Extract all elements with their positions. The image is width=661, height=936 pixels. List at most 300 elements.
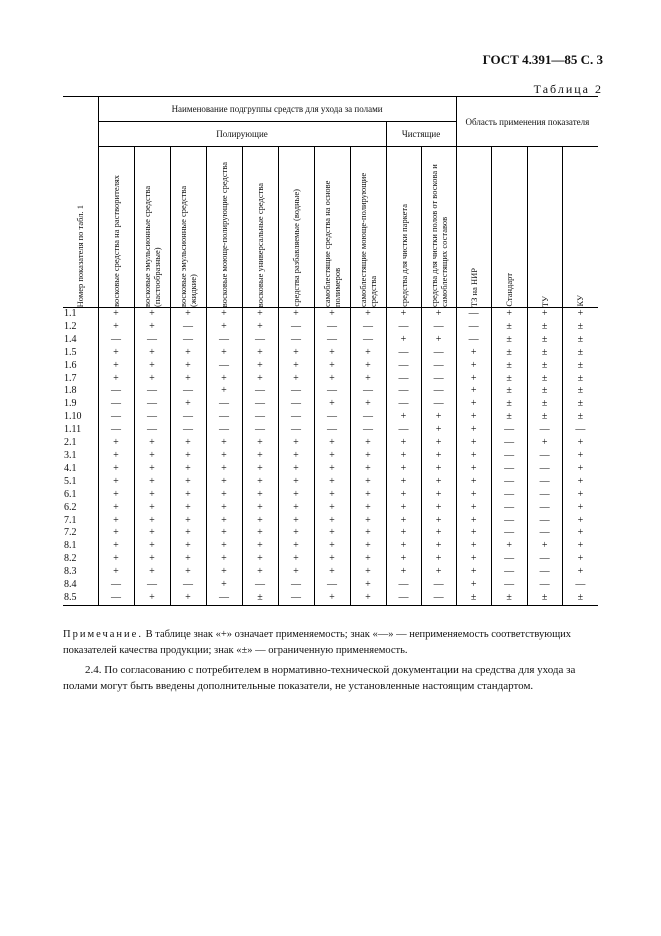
table-cell: +: [350, 308, 386, 321]
table-cell: +: [170, 373, 206, 386]
table-cell: +: [456, 398, 491, 411]
table-cell: +: [98, 502, 134, 515]
table-cell: +: [456, 579, 491, 592]
table-cell: —: [134, 424, 170, 437]
row-number: 1.7: [64, 372, 77, 384]
table-row: [63, 476, 598, 489]
table-cell: —: [386, 347, 421, 360]
table-row: [63, 579, 598, 592]
table-cell: +: [278, 476, 314, 489]
table-cell: ±: [491, 398, 527, 411]
table-cell: +: [491, 308, 527, 321]
table-cell: +: [134, 515, 170, 528]
row-number: 7.2: [64, 527, 77, 539]
table-cell: +: [456, 476, 491, 489]
table-cell: +: [350, 398, 386, 411]
table-cell: +: [456, 347, 491, 360]
column-header: средства для чистки паркета: [386, 147, 421, 308]
table-cell: —: [527, 553, 562, 566]
table-cell: +: [170, 502, 206, 515]
table-cell: +: [314, 373, 350, 386]
table-cell: —: [386, 360, 421, 373]
table-cell: —: [491, 424, 527, 437]
table-cell: +: [456, 373, 491, 386]
table-cell: —: [527, 463, 562, 476]
table-cell: +: [206, 502, 242, 515]
table-label: Таблица 2: [533, 82, 603, 96]
table-cell: —: [491, 553, 527, 566]
table-cell: +: [98, 540, 134, 553]
row-number: 1.5: [64, 346, 77, 358]
column-header: ТЗ на НИР: [456, 147, 491, 308]
table-cell: —: [350, 334, 386, 347]
table-cell: +: [456, 489, 491, 502]
table-row: [63, 411, 598, 424]
table-cell: —: [170, 424, 206, 437]
table-cell: +: [386, 515, 421, 528]
row-number: 1.2: [64, 320, 77, 332]
table-cell: +: [562, 515, 598, 528]
table-cell: +: [350, 515, 386, 528]
table-cell: +: [456, 463, 491, 476]
table-cell: ±: [491, 592, 527, 605]
table-cell: +: [98, 437, 134, 450]
table-row: [63, 489, 598, 502]
table-cell: —: [134, 411, 170, 424]
table-cell: —: [491, 502, 527, 515]
row-number: 3.1: [64, 449, 77, 461]
table-cell: +: [98, 515, 134, 528]
table-cell: —: [386, 592, 421, 605]
table-cell: +: [170, 437, 206, 450]
table-cell: +: [562, 437, 598, 450]
table-cell: +: [562, 502, 598, 515]
table-cell: +: [456, 502, 491, 515]
column-header: восковые эмульсионные средства (пастообразные): [134, 147, 170, 308]
table-cell: +: [242, 527, 278, 540]
table-cell: +: [206, 321, 242, 334]
table-row: [63, 515, 598, 528]
table-cell: —: [456, 308, 491, 321]
table-cell: ±: [491, 334, 527, 347]
table-cell: —: [491, 579, 527, 592]
table-cell: ±: [562, 347, 598, 360]
table-cell: +: [421, 489, 456, 502]
table-cell: —: [98, 579, 134, 592]
table-cell: +: [242, 566, 278, 579]
column-header: Стандарт: [491, 147, 527, 308]
table-cell: —: [491, 437, 527, 450]
table-cell: ±: [527, 385, 562, 398]
table-cell: +: [314, 398, 350, 411]
table-cell: +: [134, 566, 170, 579]
table-cell: +: [421, 334, 456, 347]
table-cell: ±: [491, 373, 527, 386]
table-row: [63, 334, 598, 347]
table-row: [63, 553, 598, 566]
table-cell: +: [134, 502, 170, 515]
table-cell: ±: [527, 411, 562, 424]
table-cell: —: [386, 398, 421, 411]
table-cell: +: [278, 463, 314, 476]
table-cell: —: [491, 489, 527, 502]
table-cell: +: [170, 463, 206, 476]
table-cell: —: [170, 334, 206, 347]
table-cell: —: [206, 592, 242, 605]
table-cell: +: [206, 489, 242, 502]
table-cell: +: [456, 360, 491, 373]
table-cell: +: [134, 489, 170, 502]
table-cell: —: [421, 347, 456, 360]
table-cell: +: [456, 540, 491, 553]
table-cell: +: [421, 476, 456, 489]
table-cell: ±: [527, 592, 562, 605]
row-number-header: Номер показателя по табл. 1: [63, 97, 98, 308]
table-cell: —: [206, 360, 242, 373]
table-cell: +: [456, 450, 491, 463]
table-cell: +: [170, 592, 206, 605]
table-cell: ±: [562, 398, 598, 411]
table-cell: +: [314, 450, 350, 463]
table-cell: +: [206, 553, 242, 566]
area-header: Область применения показателя: [456, 97, 598, 147]
table-cell: +: [278, 373, 314, 386]
table-cell: —: [98, 424, 134, 437]
table-cell: —: [170, 321, 206, 334]
table-cell: +: [456, 411, 491, 424]
table-cell: +: [170, 450, 206, 463]
table-cell: +: [386, 450, 421, 463]
table-cell: —: [278, 334, 314, 347]
table-cell: +: [350, 437, 386, 450]
table-row: [63, 566, 598, 579]
table-cell: +: [134, 308, 170, 321]
table-cell: —: [314, 321, 350, 334]
row-number: 4.1: [64, 462, 77, 474]
table-cell: +: [134, 527, 170, 540]
table-cell: ±: [562, 411, 598, 424]
table-cell: —: [134, 385, 170, 398]
table-cell: +: [350, 553, 386, 566]
table-cell: ±: [491, 411, 527, 424]
row-number: 1.8: [64, 385, 77, 397]
table-cell: +: [170, 540, 206, 553]
table-cell: +: [134, 463, 170, 476]
table-cell: ±: [491, 347, 527, 360]
table-cell: +: [562, 450, 598, 463]
table-cell: +: [170, 553, 206, 566]
table-cell: +: [242, 515, 278, 528]
table-cell: +: [170, 515, 206, 528]
table-cell: —: [170, 411, 206, 424]
table-cell: —: [314, 579, 350, 592]
table-cell: —: [527, 579, 562, 592]
table-cell: +: [527, 308, 562, 321]
table-cell: +: [278, 540, 314, 553]
table-cell: +: [278, 502, 314, 515]
table-cell: —: [421, 373, 456, 386]
row-number: 7.1: [64, 514, 77, 526]
table-cell: +: [421, 308, 456, 321]
table-cell: +: [314, 553, 350, 566]
table-cell: —: [242, 411, 278, 424]
table-cell: +: [562, 463, 598, 476]
table-cell: +: [350, 540, 386, 553]
table-cell: ±: [527, 334, 562, 347]
table-cell: —: [421, 579, 456, 592]
table-cell: ±: [491, 321, 527, 334]
table-cell: —: [314, 424, 350, 437]
table-cell: +: [421, 527, 456, 540]
table-cell: +: [350, 360, 386, 373]
table-cell: —: [314, 411, 350, 424]
table-cell: —: [386, 373, 421, 386]
row-number: 1.6: [64, 359, 77, 371]
table-cell: ±: [456, 592, 491, 605]
table-cell: +: [421, 411, 456, 424]
table-cell: +: [562, 476, 598, 489]
table-cell: +: [278, 515, 314, 528]
table-cell: +: [456, 527, 491, 540]
table-cell: +: [242, 373, 278, 386]
table-cell: +: [242, 321, 278, 334]
table-cell: +: [386, 540, 421, 553]
table-cell: —: [421, 360, 456, 373]
table-cell: ±: [491, 385, 527, 398]
table-row: [63, 437, 598, 450]
table-row: [63, 308, 598, 321]
table-cell: +: [206, 463, 242, 476]
table-cell: +: [314, 463, 350, 476]
table-cell: ±: [527, 347, 562, 360]
note-label: Примечание.: [63, 629, 143, 640]
table-cell: +: [242, 308, 278, 321]
table-cell: +: [350, 463, 386, 476]
table-row: [63, 502, 598, 515]
table-cell: +: [314, 540, 350, 553]
table-cell: —: [491, 476, 527, 489]
table-cell: —: [314, 385, 350, 398]
table-cell: —: [134, 334, 170, 347]
table-cell: —: [278, 579, 314, 592]
table-cell: +: [242, 450, 278, 463]
table-cell: +: [170, 360, 206, 373]
table-cell: —: [456, 321, 491, 334]
table-cell: +: [242, 463, 278, 476]
table-cell: —: [350, 385, 386, 398]
table-cell: ±: [562, 373, 598, 386]
table-cell: —: [278, 321, 314, 334]
table-cell: +: [350, 579, 386, 592]
table-cell: —: [527, 502, 562, 515]
table-cell: +: [242, 489, 278, 502]
table-cell: +: [170, 347, 206, 360]
table-cell: ±: [527, 360, 562, 373]
table-cell: +: [278, 347, 314, 360]
table-cell: +: [242, 502, 278, 515]
table-cell: +: [421, 437, 456, 450]
table-cell: +: [386, 489, 421, 502]
table-cell: —: [98, 411, 134, 424]
table-cell: +: [350, 489, 386, 502]
table-row: [63, 527, 598, 540]
table-row: [63, 540, 598, 553]
note-text: В таблице знак «+» означает применяемость; знак «—» — неприменяемость соответствующих показателей качества продукции; знак «±» — ограниченную применяемость.: [63, 629, 572, 656]
table-cell: +: [206, 566, 242, 579]
table-cell: —: [456, 334, 491, 347]
table-cell: +: [206, 579, 242, 592]
table-cell: —: [278, 424, 314, 437]
table-cell: +: [242, 347, 278, 360]
table-note: [63, 627, 603, 659]
table-cell: +: [491, 540, 527, 553]
row-number: 1.11: [64, 424, 82, 436]
column-header: КУ: [562, 147, 598, 308]
table-cell: +: [314, 515, 350, 528]
table-cell: +: [456, 566, 491, 579]
table-cell: —: [562, 579, 598, 592]
table-cell: —: [314, 334, 350, 347]
table-cell: +: [421, 463, 456, 476]
table-cell: +: [98, 527, 134, 540]
table-cell: +: [98, 489, 134, 502]
table-cell: +: [456, 437, 491, 450]
table-cell: —: [350, 424, 386, 437]
table-cell: —: [278, 385, 314, 398]
table-cell: —: [134, 579, 170, 592]
table-cell: +: [206, 515, 242, 528]
table-cell: +: [350, 527, 386, 540]
table-cell: —: [491, 527, 527, 540]
table-cell: +: [350, 502, 386, 515]
table-cell: +: [206, 308, 242, 321]
table-cell: —: [242, 334, 278, 347]
table-cell: +: [278, 527, 314, 540]
table-cell: ±: [527, 373, 562, 386]
table-row: [63, 360, 598, 373]
table-cell: +: [206, 527, 242, 540]
table-cell: +: [242, 540, 278, 553]
table-cell: +: [278, 360, 314, 373]
table-cell: +: [421, 450, 456, 463]
table-cell: —: [242, 385, 278, 398]
table-cell: +: [350, 347, 386, 360]
table-cell: +: [562, 566, 598, 579]
table-cell: —: [386, 424, 421, 437]
column-header: самоблестящие средства на основе полимеров: [314, 147, 350, 308]
table-cell: —: [527, 515, 562, 528]
table-cell: —: [527, 450, 562, 463]
table-cell: —: [491, 463, 527, 476]
table-row: [63, 373, 598, 386]
table-row: [63, 592, 598, 605]
table-cell: —: [421, 592, 456, 605]
table-cell: +: [314, 347, 350, 360]
table-cell: —: [421, 321, 456, 334]
table-cell: ±: [562, 334, 598, 347]
column-header: ТУ: [527, 147, 562, 308]
table-cell: +: [350, 450, 386, 463]
table-cell: +: [170, 489, 206, 502]
table-cell: +: [98, 321, 134, 334]
row-number: 8.1: [64, 540, 77, 552]
table-cell: +: [98, 450, 134, 463]
table-cell: ±: [562, 321, 598, 334]
table-cell: +: [386, 411, 421, 424]
table-cell: +: [206, 450, 242, 463]
table-cell: +: [134, 540, 170, 553]
table-cell: —: [278, 592, 314, 605]
table-cell: +: [386, 437, 421, 450]
table-cell: —: [206, 334, 242, 347]
table-cell: ±: [562, 592, 598, 605]
table-cell: —: [242, 579, 278, 592]
table-cell: +: [242, 360, 278, 373]
row-number: 8.4: [64, 579, 77, 591]
table-cell: +: [386, 334, 421, 347]
table-cell: +: [456, 553, 491, 566]
row-number: 8.3: [64, 566, 77, 578]
table-cell: +: [350, 373, 386, 386]
table-cell: ±: [562, 360, 598, 373]
table-cell: +: [314, 437, 350, 450]
table-cell: +: [314, 489, 350, 502]
row-number: 8.5: [63, 592, 98, 605]
table-cell: +: [278, 437, 314, 450]
table-cell: +: [134, 347, 170, 360]
cleaning-header: Чистящие: [386, 122, 456, 147]
table-cell: —: [491, 450, 527, 463]
table-cell: +: [98, 347, 134, 360]
table-row: [63, 321, 598, 334]
column-header: средства для чистки полов от воскова и самоблестящих составов: [421, 147, 456, 308]
table-cell: ±: [562, 385, 598, 398]
table-cell: —: [98, 334, 134, 347]
table-cell: +: [206, 385, 242, 398]
table-cell: +: [170, 527, 206, 540]
table-cell: +: [386, 527, 421, 540]
table-cell: +: [278, 450, 314, 463]
table-cell: +: [242, 437, 278, 450]
table-cell: —: [562, 424, 598, 437]
column-header: восковые средства на растворителях: [98, 147, 134, 308]
table-cell: +: [562, 553, 598, 566]
table-cell: —: [527, 476, 562, 489]
table-cell: ±: [242, 592, 278, 605]
table-cell: +: [562, 540, 598, 553]
table-cell: —: [278, 398, 314, 411]
row-number: 8.2: [64, 553, 77, 565]
table-cell: —: [350, 321, 386, 334]
table-cell: +: [350, 566, 386, 579]
table-cell: —: [134, 398, 170, 411]
table-cell: —: [98, 398, 134, 411]
column-header: восковые эмульсионные средства (жидкие): [170, 147, 206, 308]
table-cell: —: [350, 411, 386, 424]
table-cell: +: [314, 360, 350, 373]
table-cell: +: [242, 476, 278, 489]
row-number: 2.1: [64, 437, 77, 449]
table-cell: +: [386, 476, 421, 489]
table-cell: +: [421, 502, 456, 515]
table-cell: +: [350, 592, 386, 605]
table-cell: —: [421, 398, 456, 411]
row-number: 1.4: [64, 333, 77, 345]
table-cell: +: [134, 360, 170, 373]
table-cell: +: [134, 476, 170, 489]
table-cell: +: [456, 515, 491, 528]
table-cell: +: [314, 308, 350, 321]
